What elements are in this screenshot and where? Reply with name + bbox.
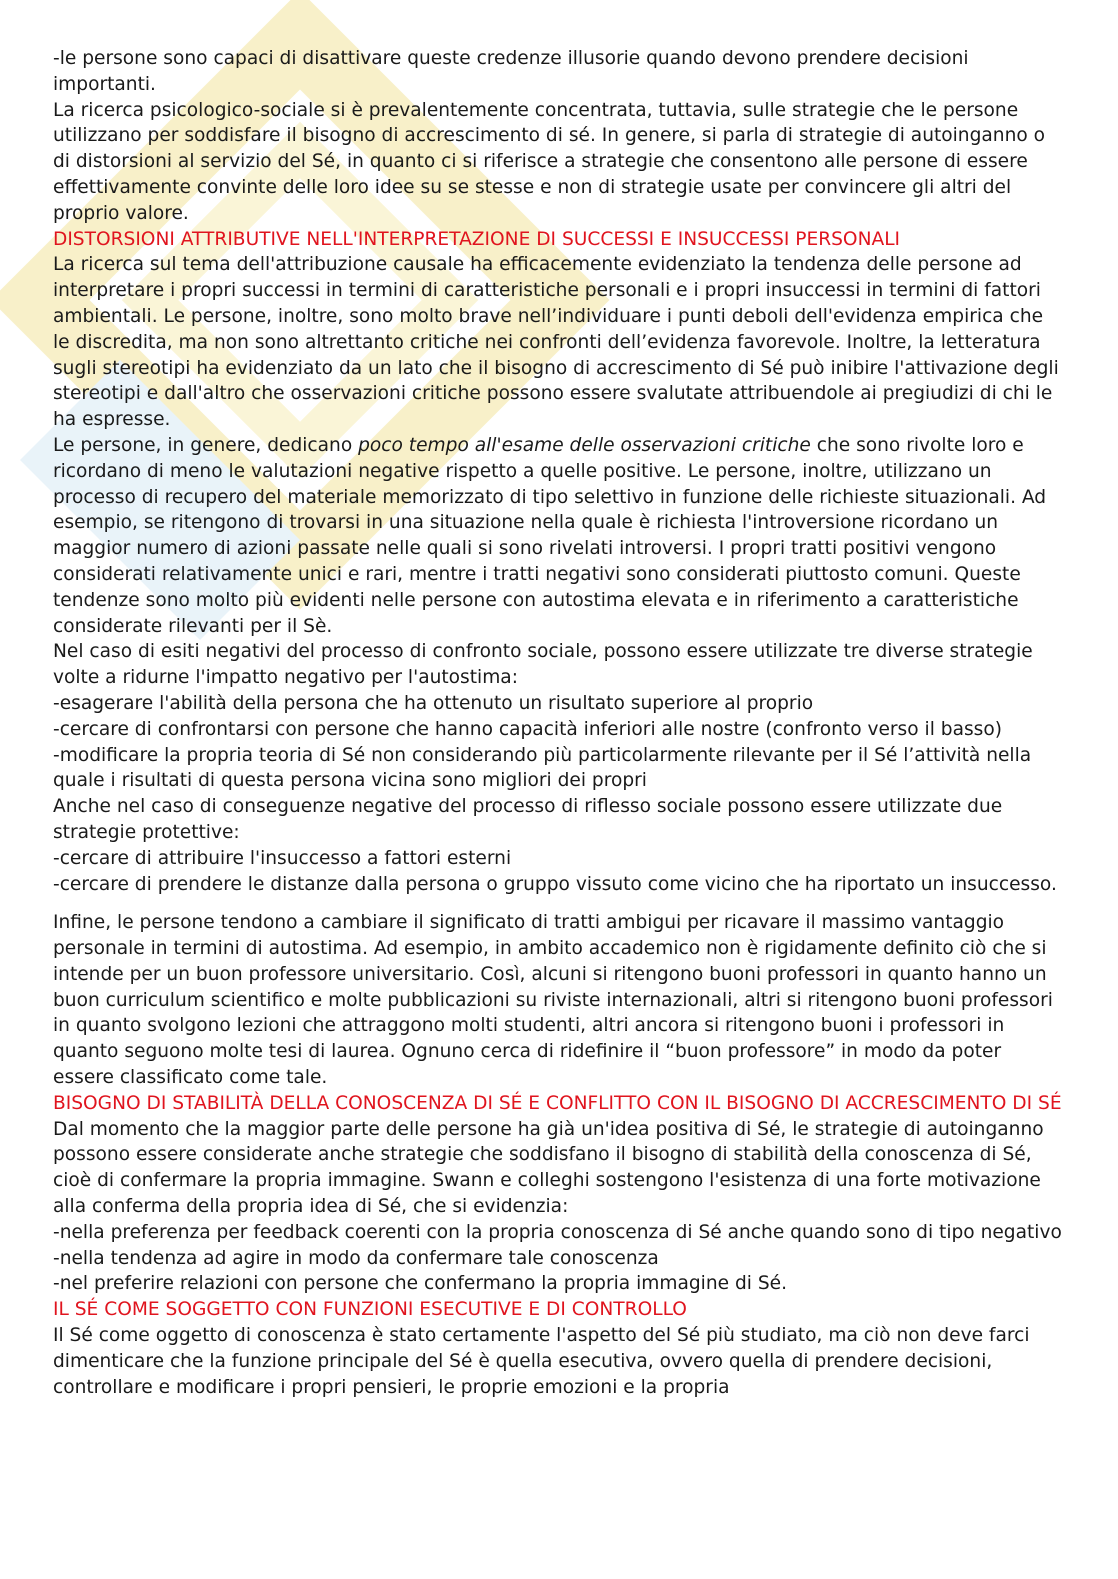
list-item: -modificare la propria teoria di Sé non considerando più particolarmente rilevante per il Sé l’attività nella quale i risultati di questa persona vicina sono migliori dei propri [53,744,1032,792]
paragraph-social-comparison: Nel caso di esiti negativi del processo di confronto sociale, possono essere utilizzate tre diverse strategie volte a ridurne l'impatto negativo per l'autostima: [53,641,1033,689]
list-item: -esagerare l'abilità della persona che ha ottenuto un risultato superiore al proprio [53,692,814,714]
list-item: -nel preferire relazioni con persone che confermano la propria immagine di Sé. [53,1273,787,1295]
heading-executive-functions: IL SÉ COME SOGGETTO CON FUNZIONI ESECUTIVE E DI CONTROLLO [53,1299,687,1321]
paragraph-executive-self: Il Sé come oggetto di conoscenza è stato certamente l'aspetto del Sé più studiato, ma ciò non deve farci dimenticare che la funzione principale del Sé è quella esecutiva, ovvero quella di prendere decisioni, controllare e modificare i propri pensieri, le proprie emozioni e la propria [53,1325,1030,1398]
document-body [53,46,1063,1400]
paragraph-critical-observations [53,433,1063,639]
paragraph-ambiguous-traits: Infine, le persone tendono a cambiare il significato di tratti ambigui per ricavare il massimo vantaggio personale in termini di autostima. Ad esempio, in ambito accademico non è rigidamente definito ciò che si intende per un buon professore universitario. Così, alcuni si ritengono buoni professori in quanto hanno un buon curriculum scientifico e molte pubblicazioni su riviste internazionali, altri si ritengono buoni professori in quanto svolgono lezioni che attraggono molti studenti, altri ancora si ritengono buoni i professori in quanto seguono molte tesi di laurea. Ognuno cerca di ridefinire il “buon professore” in modo da poter essere classificato come tale. [53,912,1053,1089]
list-item: -cercare di prendere le distanze dalla persona o gruppo vissuto come vicino che ha riportato un insuccesso. [53,873,1057,895]
emphasis-text: poco tempo all'esame delle osservazioni critiche [358,434,811,456]
text-run: Le persone, in genere, dedicano [53,434,359,456]
list-item: -nella tendenza ad agire in modo da confermare tale conoscenza [53,1247,659,1269]
list-item: -cercare di attribuire l'insuccesso a fattori esterni [53,847,512,869]
paragraph-illusory-beliefs: -le persone sono capaci di disattivare queste credenze illusorie quando devono prendere decisioni importanti. [53,48,969,95]
paragraph-self-enhancement: La ricerca psicologico-sociale si è prevalentemente concentrata, tuttavia, sulle strategie che le persone utilizzano per soddisfare il bisogno di accrescimento di sé. In genere, si parla di strategie di autoinganno o di distorsioni al servizio del Sé, in quanto ci si riferisce a strategie che consentono alle persone di essere effettivamente convinte delle loro idee su se stesse e non di strategie usate per convincere gli altri del proprio valore. [53,99,1046,224]
text-run: che sono rivolte loro e ricordano di meno le valutazioni negative rispetto a quelle positive. Le persone, inoltre, utilizzano un processo di recupero del materiale memorizzato di tipo selettivo in funzione delle richieste situazionali. Ad esempio, se ritengono di trovarsi in una situazione nella quale è richiesta l'introversione ricordano un maggior numero di azioni passate nelle quali si sono rivelati introversi. I propri tratti positivi vengono considerati relativamente unici e rari, mentre i tratti negativi sono considerati piuttosto comuni. Queste tendenze sono molto più evidenti nelle persone con autostima elevata e in riferimento a caratteristiche considerate rilevanti per il Sè. [53,434,1047,637]
paragraph-social-reflection: Anche nel caso di conseguenze negative del processo di riflesso sociale possono essere utilizzate due strategie protettive: [53,796,1003,843]
heading-attributive-distortions: DISTORSIONI ATTRIBUTIVE NELL'INTERPRETAZIONE DI SUCCESSI E INSUCCESSI PERSONALI [53,228,901,250]
paragraph-self-verification: Dal momento che la maggior parte delle persone ha già un'idea positiva di Sé, le strategie di autoinganno possono essere considerate anche strategie che soddisfano il bisogno di stabilità della conoscenza di Sé, cioè di confermare la propria immagine. Swann e colleghi sostengono l'esistenza di una forte motivazione alla conferma della propria idea di Sé, che si evidenzia: [53,1118,1044,1218]
paragraph-causal-attribution: La ricerca sul tema dell'attribuzione causale ha efficacemente evidenziato la tendenza delle persone ad interpretare i propri successi in termini di caratteristiche personali e i propri insuccessi in termini di fattori ambientali. Le persone, inoltre, sono molto brave nell’individuare i punti deboli dell'evidenza empirica che le discredita, ma non sono altrettanto critiche nei confronti dell’evidenza favorevole. Inoltre, la letteratura sugli stereotipi ha evidenziato da un lato che il bisogno di accrescimento di Sé può inibire l'attivazione degli stereotipi e dall'altro che osservazioni critiche possono essere svalutate attribuendole ai pregiudizi di chi le ha espresse. [53,254,1059,431]
list-item: -cercare di confrontarsi con persone che hanno capacità inferiori alle nostre (confronto verso il basso) [53,718,1002,740]
list-item: -nella preferenza per feedback coerenti con la propria conoscenza di Sé anche quando sono di tipo negativo [53,1221,1062,1243]
paragraph-gap [53,897,1063,910]
heading-stability-need: BISOGNO DI STABILITÀ DELLA CONOSCENZA DI SÉ E CONFLITTO CON IL BISOGNO DI ACCRESCIMENTO DI SÉ [53,1092,1062,1114]
